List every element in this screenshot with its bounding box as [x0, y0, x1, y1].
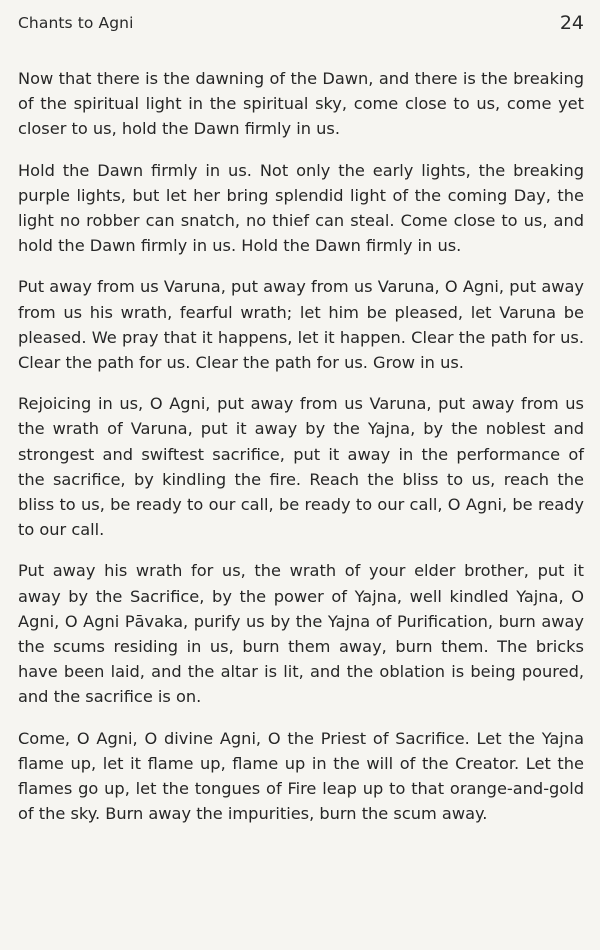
paragraph-4: Rejoicing in us, O Agni, put away from us Varuna, put away from us the wrath of Varuna, put it away by the Yajna, by the noblest and strongest and swiftest sacrifice, put it away in the performance of the sacrifice, by kindling the fire. Reach the bliss to us, reach the bliss to us, be ready to our call, be ready to our call, O Agni, be ready to our call.	[18, 394, 584, 540]
paragraph-2: Hold the Dawn firmly in us. Not only the early lights, the breaking purple lights, but let her bring splendid light of the coming Day, the light no robber can snatch, no thief can steal. Come close to us, and hold the Dawn firmly in us. Hold the Dawn firmly in us.	[18, 160, 584, 256]
page-number: 24	[559, 12, 584, 34]
body-text	[18, 66, 584, 842]
paragraph-3: Put away from us Varuna, put away from us Varuna, O Agni, put away from us his wrath, fearful wrath; let him be pleased, let Varuna be pleased. We pray that it happens, let it happen. Clear the path for us. Clear the path for us. Clear the path for us. Grow in us.	[18, 277, 584, 373]
paragraph-6: Come, O Agni, O divine Agni, O the Priest of Sacrifice. Let the Yajna flame up, let it flame up, flame up in the will of the Creator. Let the flames go up, let the tongues of Fire leap up to that orange-and-gold of the sky. Burn away the impurities, burn the scum away.	[18, 728, 584, 824]
paragraph-5: Put away his wrath for us, the wrath of your elder brother, put it away by the Sacrifice, by the power of Yajna, well kindled Yajna, O Agni, O Agni Pāvaka, purify us by the Yajna of Purification, burn away the scums residing in us, burn them away, burn them. The bricks have been laid, and the altar is lit, and the oblation is being poured, and the sacrifice is on.	[18, 561, 584, 707]
running-title: Chants to Agni	[18, 14, 134, 32]
paragraph-1: Now that there is the dawning of the Dawn, and there is the breaking of the spiritual light in the spiritual sky, come close to us, come yet closer to us, hold the Dawn firmly in us.	[18, 69, 584, 139]
